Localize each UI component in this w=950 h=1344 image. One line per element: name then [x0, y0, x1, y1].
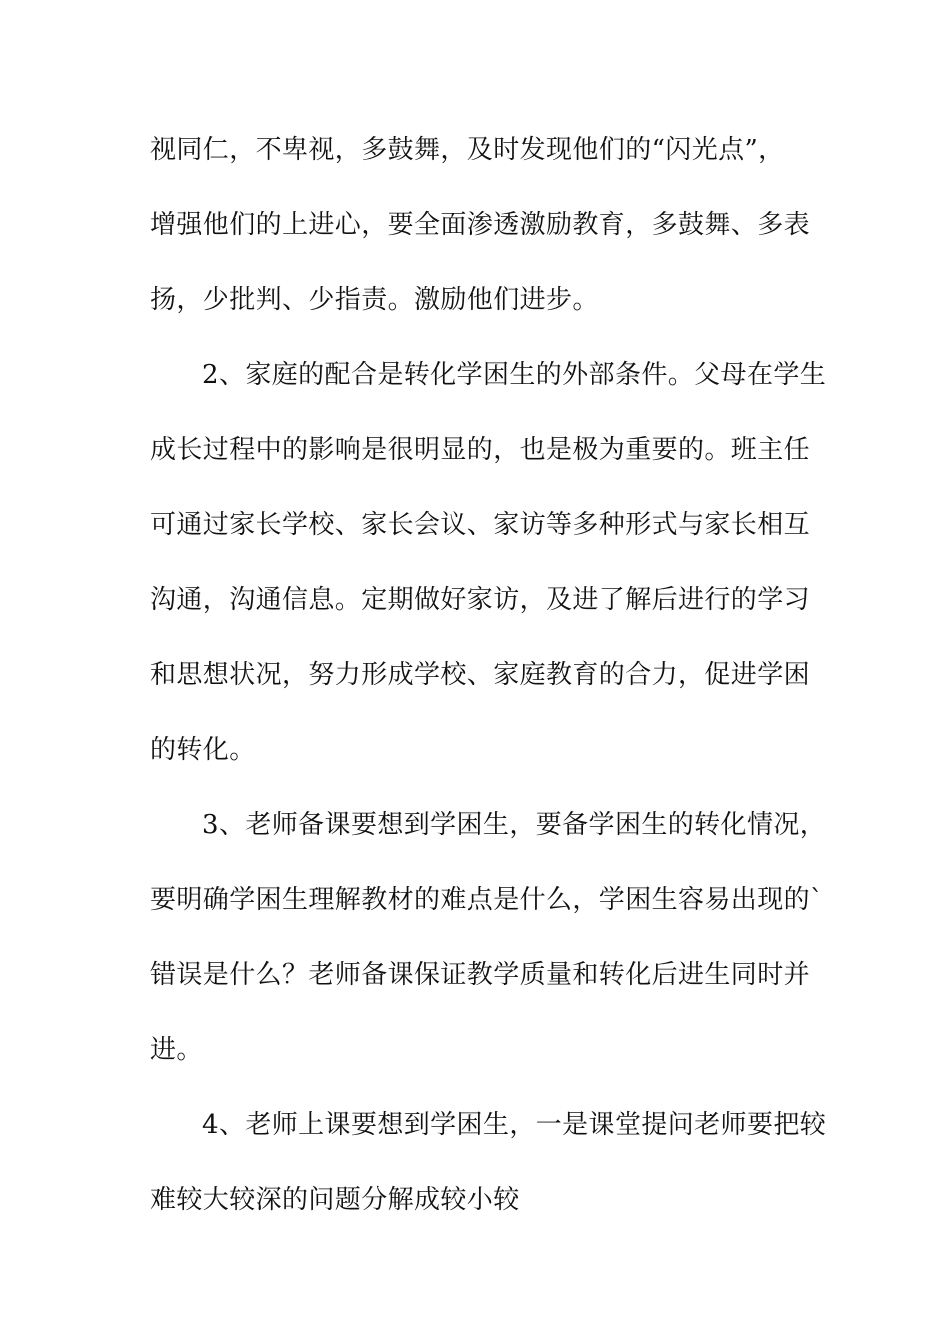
text-line-6: 可通过家长学校、家长会议、家访等多种形式与家长相互 — [150, 510, 811, 540]
text-line-3: 扬，少批判、少指责。激励他们进步。 — [150, 285, 599, 315]
paragraph-4-start: 4、老师上课要想到学困生，一是课堂提问老师要把较 — [202, 1110, 827, 1140]
text-line-15: 难较大较深的问题分解成较小较 — [150, 1185, 520, 1215]
text-line-12: 错误是什么？老师备课保证教学质量和转化后进生同时并 — [150, 960, 811, 990]
text-line-13: 进。 — [150, 1035, 203, 1065]
text-line-2: 增强他们的上进心，要全面渗透激励教育，多鼓舞、多表 — [150, 210, 811, 240]
paragraph-2-start: 2、家庭的配合是转化学困生的外部条件。父母在学生 — [202, 360, 827, 390]
text-line-7: 沟通，沟通信息。定期做好家访，及进了解后进行的学习 — [150, 585, 811, 615]
text-line-11: 要明确学困生理解教材的难点是什么，学困生容易出现的` — [150, 885, 824, 915]
paragraph-3-start: 3、老师备课要想到学困生，要备学困生的转化情况， — [202, 810, 827, 840]
text-line-5: 成长过程中的影响是很明显的，也是极为重要的。班主任 — [150, 435, 811, 465]
text-line-9: 的转化。 — [150, 735, 256, 765]
text-line-1: 视同仁，不卑视，多鼓舞，及时发现他们的“闪光点”， — [150, 135, 785, 165]
text-line-8: 和思想状况，努力形成学校、家庭教育的合力，促进学困 — [150, 660, 811, 690]
